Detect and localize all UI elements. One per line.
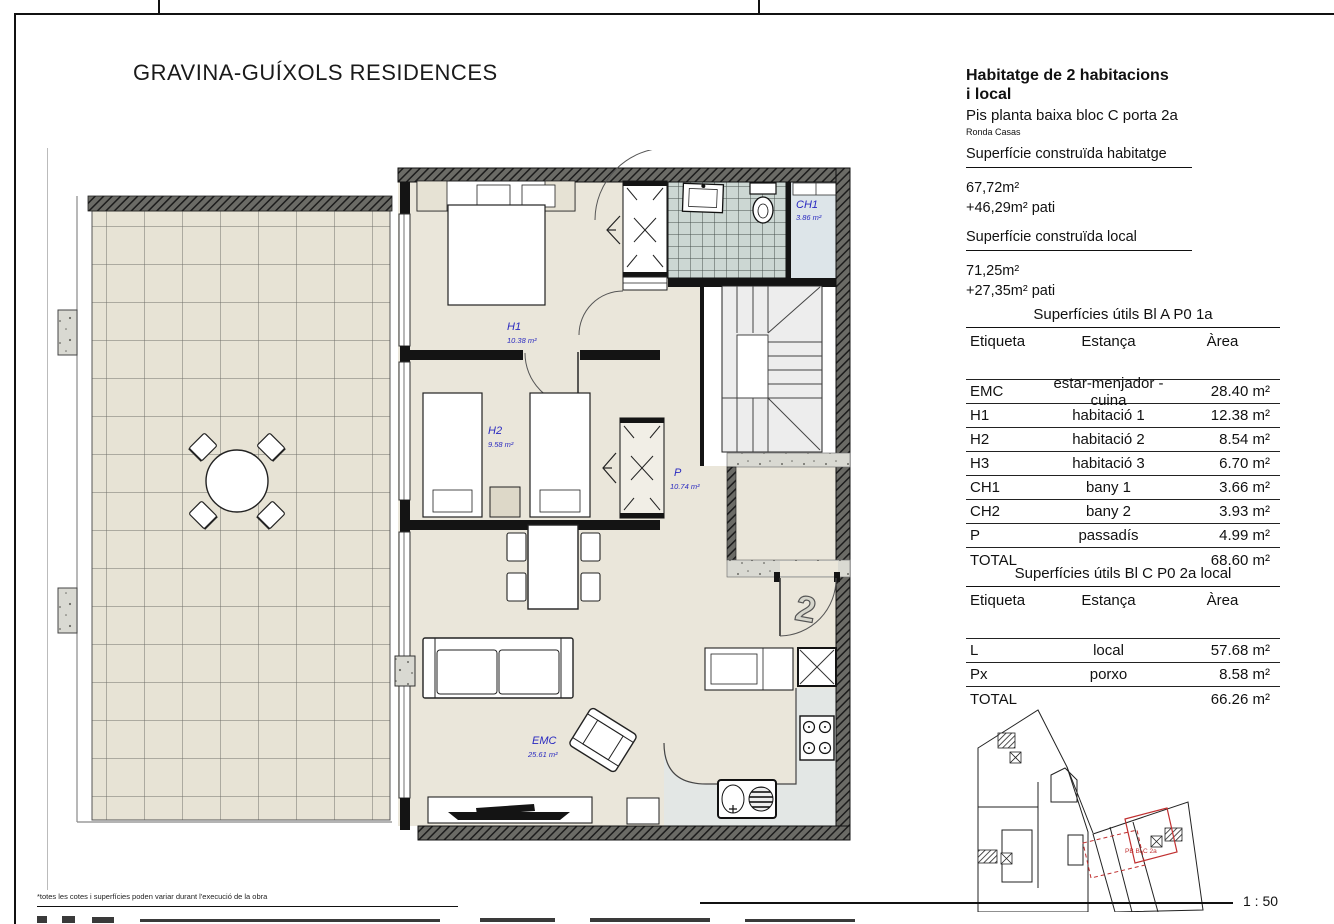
window [399,532,410,656]
window [399,686,410,798]
room-area-ch1: 3.86 m² [796,213,822,222]
col-estanca: Estança [1081,332,1136,350]
staircase [722,286,822,452]
patio-top-wall [88,196,392,211]
unit-heading [966,66,1169,104]
pillar [395,656,415,686]
entry-number: 2 [792,586,820,631]
bath-sink-icon [682,183,723,212]
table-title: Superfícies útils Bl C P0 2a local [966,565,1280,587]
pillow [477,185,510,207]
hob-icon [800,716,834,760]
areas-table-blc [966,565,1280,711]
built-dwelling-label: Superfície construïda habitatge [966,146,1192,168]
fridge-cabinet [705,648,793,690]
footnote: *totes les cotes i superfícies poden variar durant l'execució de la obra [37,892,268,901]
room-label-ch1: CH1 [796,199,819,211]
col-area: Àrea [1206,591,1239,609]
patio [58,196,392,822]
tv-cabinet [428,797,592,823]
table-row: H3 habitació 3 6.70 m² [966,451,1280,475]
kitchen-sink-icon [718,780,776,818]
built-dwelling-patio: +46,29m² pati [966,200,1056,216]
pillar [58,588,77,633]
col-estanca: Estança [1081,591,1136,609]
table-row: CH2 bany 2 3.93 m² [966,499,1280,523]
toilet-icon [750,183,776,223]
col-area: Àrea [1206,332,1239,350]
cutoff-strip [745,919,855,922]
areas-table-bla [966,306,1280,572]
sheet-border-top [14,13,1334,15]
table-row: H1 habitació 1 12.38 m² [966,403,1280,427]
shaft [798,648,836,686]
room-label-p: P [674,467,682,479]
wall-hall-stairs [700,280,704,466]
room-area-p: 10.74 m² [670,482,700,491]
table-row: H2 habitació 2 8.54 m² [966,427,1280,451]
room-label-h2: H2 [488,425,503,437]
landing-slab [727,453,850,467]
room-area-h2: 9.58 m² [488,440,514,449]
built-local-area: 71,25m² [966,263,1020,279]
table-row: EMC estar-menjador -cuina 28.40 m² [966,379,1280,403]
cutoff-strip [62,916,75,923]
cutoff-strip [140,919,440,922]
built-local-label: Superfície construïda local [966,229,1192,251]
bath-shelf [793,183,836,195]
page-title: GRAVINA-GUÍXOLS RESIDENCES [133,60,498,85]
table-row: Px porxo 8.58 m² [966,662,1280,686]
tv-icon [448,812,570,820]
built-local-patio: +27,35m² pati [966,283,1056,299]
unit-address: Ronda Casas [966,127,1021,137]
built-dwelling-area: 67,72m² [966,180,1020,196]
exterior-wall-bottom [418,826,850,840]
sheet-tick-mark [758,0,760,13]
site-key-plan [965,700,1245,912]
room-label-emc: EMC [532,735,557,747]
nightstand [490,487,520,517]
table-total-row: TOTAL 66.26 m² [966,686,1280,711]
window [399,214,410,346]
table-row: P passadís 4.99 m² [966,523,1280,547]
chair [507,533,526,561]
room-label-h1: H1 [507,321,522,333]
table-row: CH1 bany 1 3.66 m² [966,475,1280,499]
chair [581,573,600,601]
cutoff-strip [92,917,114,923]
footer-rule [37,906,458,907]
unit-heading-line1: Habitatge de 2 habitacions [966,67,1169,84]
cutoff-strip [480,918,555,922]
cabinet [627,798,659,824]
footer-rule [700,902,1233,904]
sheet-border-left [14,13,16,924]
highlighted-unit [1083,808,1177,878]
sofa [423,638,573,698]
bathroom [668,182,850,287]
table-row: L local 57.68 m² [966,638,1280,662]
col-etiqueta: Etiqueta [970,591,1026,609]
cutoff-strip [37,916,47,923]
chair [507,573,526,601]
col-etiqueta: Etiqueta [970,332,1026,350]
sheet-tick-mark [158,0,160,13]
table-title: Superfícies útils Bl A P0 1a [966,306,1280,328]
exterior-wall-top [398,168,850,182]
room-area-emc: 25.61 m² [528,750,558,759]
floor-plan [30,150,900,850]
window [399,362,410,500]
chair [581,533,600,561]
room-area-h1: 10.38 m² [507,336,537,345]
site-unit-label: PB Bl C 2a [1125,848,1157,855]
double-bed [448,205,545,305]
drawing-scale: 1 : 50 [1243,893,1279,909]
unit-heading-line2: i local [966,86,1012,103]
exterior-wall-right [836,168,850,840]
table-total-row: TOTAL 68.60 m² [966,547,1280,572]
cutoff-strip [590,918,710,922]
unit-subtitle: Pis planta baixa bloc C porta 2a [966,107,1178,124]
pillar [58,310,77,355]
pillow [522,185,555,207]
